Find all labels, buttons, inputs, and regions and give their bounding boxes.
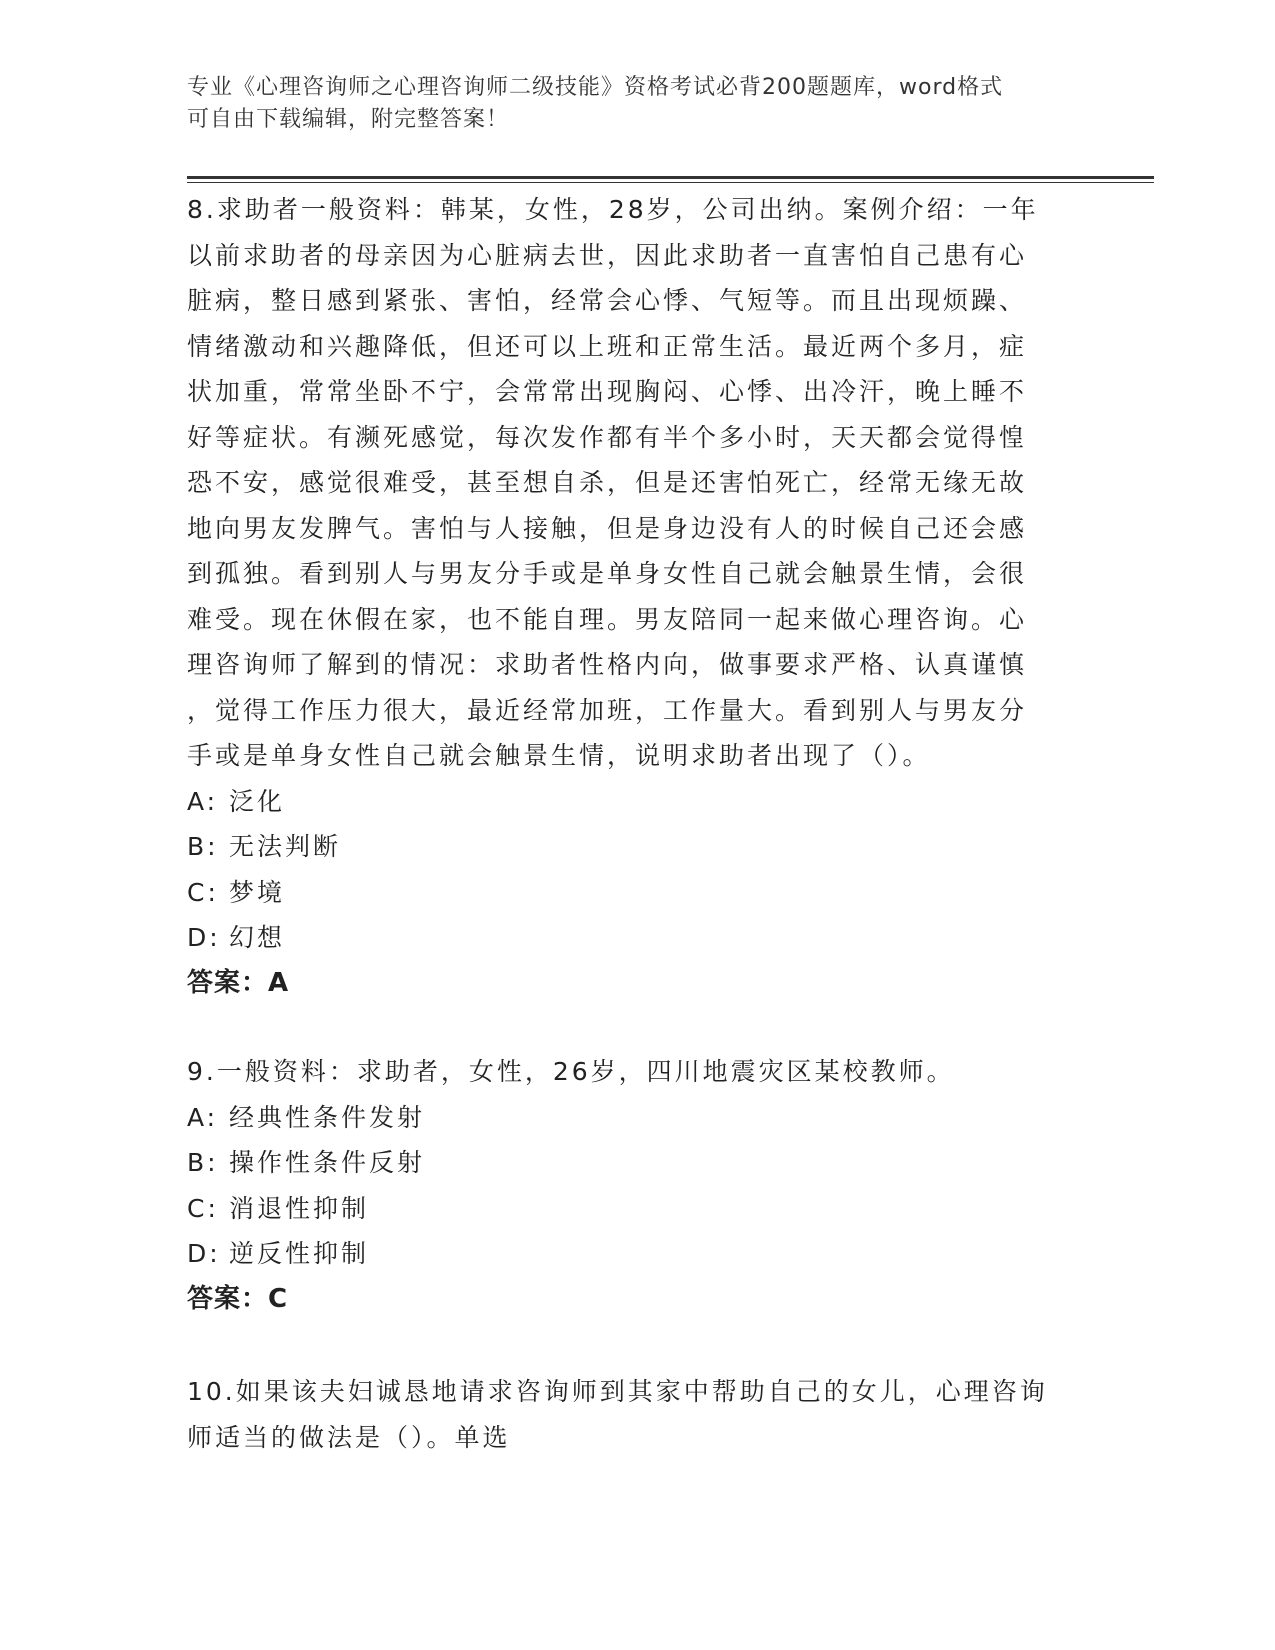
question-8-line-7: 恐不安，感觉很难受，甚至想自杀，但是还害怕死亡，经常无缘无故: [187, 468, 1028, 497]
question-9-option-a: A: 经典性条件发射: [187, 1102, 426, 1132]
question-8-line-5: 状加重，常常坐卧不宁，会常常出现胸闷、心悸、出冷汗，晚上睡不: [187, 377, 1028, 406]
question-9-option-d: D: 逆反性抑制: [187, 1239, 370, 1268]
question-9-answer: 答案：C: [187, 1283, 289, 1314]
question-9-number: 9.: [187, 1057, 217, 1086]
question-9-line-1: 9.一般资料：求助者，女性，26岁，四川地震灾区某校教师。: [187, 1057, 955, 1086]
header-divider-thick: [187, 176, 1154, 179]
question-8-line-12: ，觉得工作压力很大，最近经常加班，工作量大。看到别人与男友分: [187, 695, 1028, 725]
question-8-line-9: 到孤独。看到别人与男友分手或是单身女性自己就会触景生情，会很: [187, 559, 1028, 588]
question-10-number: 10.: [187, 1377, 236, 1406]
question-9-option-c: C: 消退性抑制: [187, 1193, 370, 1223]
question-8-option-d: D: 幻想: [187, 923, 286, 952]
question-9-option-b: B: 操作性条件反射: [187, 1148, 426, 1177]
question-8-line-2: 以前求助者的母亲因为心脏病去世，因此求助者一直害怕自己患有心: [187, 240, 1028, 270]
question-8-line-10: 难受。现在休假在家，也不能自理。男友陪同一起来做心理咨询。心: [187, 604, 1028, 634]
question-8-line-1: 8.求助者一般资料：韩某，女性，28岁，公司出纳。案例介绍：一年: [187, 195, 1039, 224]
question-8-option-b: B: 无法判断: [187, 832, 342, 861]
question-8-line-8: 地向男友发脾气。害怕与人接触，但是身边没有人的时候自己还会感: [187, 513, 1028, 543]
question-9: [187, 1049, 1067, 1322]
question-10-line-1: 10.如果该夫妇诚恳地请求咨询师到其家中帮助自己的女儿，心理咨询: [187, 1377, 1048, 1406]
question-8-option-c: C: 梦境: [187, 877, 286, 907]
header-line-1: 专业《心理咨询师之心理咨询师二级技能》资格考试必背200题题库，word格式: [187, 75, 1004, 100]
question-10: [187, 1369, 1067, 1460]
question-8-line-13: 手或是单身女性自己就会触景生情，说明求助者出现了（）。: [187, 741, 931, 770]
question-8-line-4: 情绪激动和兴趣降低，但还可以上班和正常生活。最近两个多月，症: [187, 331, 1028, 361]
question-8-answer: 答案：A: [187, 967, 290, 998]
question-8-number: 8.: [187, 195, 217, 224]
question-8: [187, 187, 1067, 1006]
question-8-line-11: 理咨询师了解到的情况：求助者性格内向，做事要求严格、认真谨慎: [187, 650, 1028, 679]
header-divider-thin: [187, 182, 1154, 183]
question-8-line-6: 好等症状。有濒死感觉，每次发作都有半个多小时，天天都会觉得惶: [187, 422, 1028, 452]
question-10-line-2: 师适当的做法是（）。单选: [187, 1422, 511, 1452]
question-8-line-3: 脏病，整日感到紧张、害怕，经常会心悸、气短等。而且出现烦躁、: [187, 286, 1028, 315]
document-header: [187, 72, 1067, 136]
question-8-option-a: A: 泛化: [187, 786, 286, 816]
header-line-2: 可自由下载编辑，附完整答案！: [187, 107, 510, 132]
